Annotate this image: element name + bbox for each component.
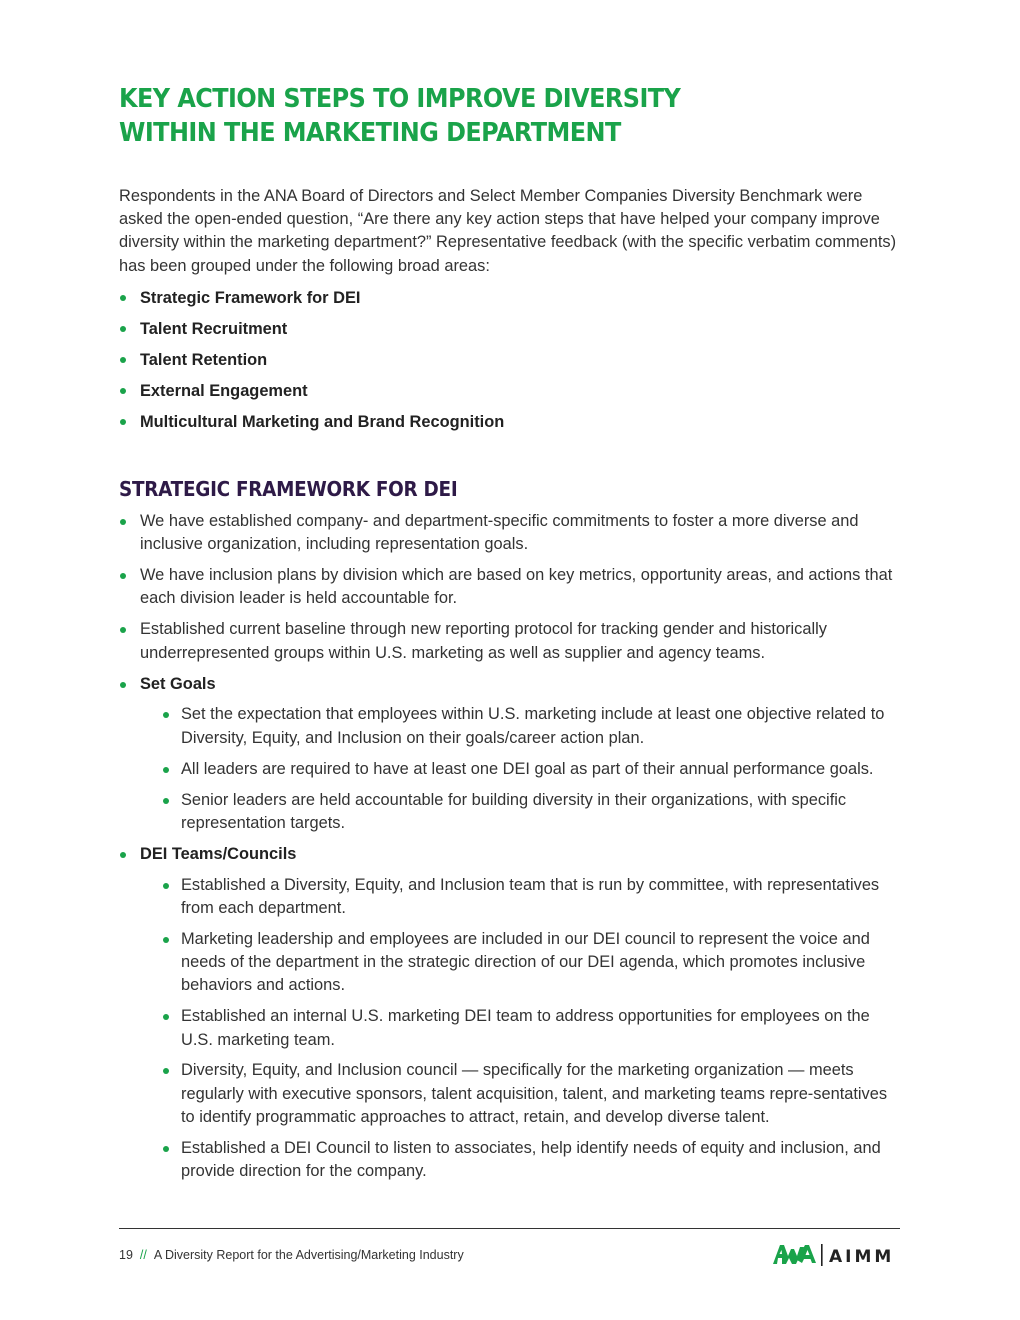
footer: [119, 1247, 464, 1263]
main-title-line-1: KEY ACTION STEPS TO IMPROVE DIVERSITY: [119, 84, 681, 114]
main-title-line-2: WITHIN THE MARKETING DEPARTMENT: [119, 118, 621, 148]
bullet-icon: [120, 295, 126, 301]
footer-divider: [119, 1228, 900, 1229]
footer-separator: //: [139, 1248, 147, 1262]
area-label: Talent Retention: [140, 351, 268, 369]
sub-list-item-text: Established a Diversity, Equity, and Inclusion team that is run by committee, with representatives from each department.: [181, 875, 880, 917]
bullet-icon: [163, 937, 169, 943]
area-label: Strategic Framework for DEI: [140, 289, 361, 307]
bullet-icon: [120, 627, 126, 633]
area-item: [119, 348, 504, 379]
bullet-icon: [163, 798, 169, 804]
main-title: [119, 82, 680, 150]
sub-list-item-text: Established an internal U.S. marketing DEI team to address opportunities for employees on the U.S. marketing team.: [181, 1007, 870, 1049]
bullet-icon: [120, 573, 126, 579]
ana-logo-icon: [773, 1245, 816, 1264]
bullet-icon: [120, 388, 126, 394]
aimm-logo-text: AIMM: [829, 1247, 895, 1267]
bullet-icon: [120, 326, 126, 332]
bullet-icon: [120, 852, 126, 858]
bullet-icon: [163, 883, 169, 889]
logo-divider: [821, 1244, 823, 1266]
set-goals-group: [119, 673, 900, 836]
sub-list-item: [140, 1059, 900, 1129]
sub-list-item-text: Diversity, Equity, and Inclusion council — specifically for the marketing organization — meets regularly with executive sponsors, talent acquisition, talent, and marketing teams repre-sentatives to identify programmatic approaches to attract, retain, and develop diverse talent.: [181, 1061, 888, 1127]
sub-list-item: [140, 703, 900, 750]
dei-teams-group: [119, 843, 900, 1184]
bullet-icon: [163, 712, 169, 718]
list-item: [119, 618, 900, 665]
bullet-icon: [120, 682, 126, 688]
sub-list-item: [140, 928, 900, 998]
area-label: Talent Recruitment: [140, 320, 288, 338]
list-item: [119, 564, 900, 611]
set-goals-list: [119, 703, 900, 835]
area-label: Multicultural Marketing and Brand Recognition: [140, 413, 505, 431]
sub-list-item: [140, 789, 900, 836]
sub-list-item: [140, 758, 900, 781]
sub-list-item: [140, 1137, 900, 1184]
sub-list-item-text: Established a DEI Council to listen to associates, help identify needs of equity and inclusion, and provide direction for the company.: [181, 1138, 881, 1181]
bullet-icon: [163, 767, 169, 773]
page-number: 19: [119, 1248, 133, 1262]
area-item: [119, 286, 504, 317]
bullet-icon: [120, 357, 126, 363]
sub-list-item-text: Marketing leadership and employees are included in our DEI council to represent the voice and needs of the department in the strategic direction of our DEI agenda, which promotes inclusive behaviors and actions.: [181, 929, 870, 995]
sub-list-item: [140, 1005, 900, 1052]
sub-list-item-text: Senior leaders are held accountable for building diversity in their organizations, with specific representation targets.: [181, 790, 847, 832]
sub-list-item: [140, 874, 900, 921]
footer-text: A Diversity Report for the Advertising/Marketing Industry: [153, 1248, 464, 1262]
bullet-icon: [120, 419, 126, 425]
areas-list: [119, 286, 504, 441]
sub-list-item-text: Set the expectation that employees within U.S. marketing include at least one objective related to Diversity, Equity, and Inclusion on their goals/career action plan.: [181, 705, 885, 747]
list-item-text: We have established company- and department-specific commitments to foster a more diverse and inclusive organization, including representation goals.: [140, 512, 859, 554]
list-item: [119, 510, 900, 557]
set-goals-label: Set Goals: [140, 674, 216, 693]
bullet-icon: [120, 519, 126, 525]
ana-aimm-logo: [772, 1239, 902, 1269]
dei-teams-list: [119, 874, 900, 1184]
intro-paragraph: Respondents in the ANA Board of Directors and Select Member Companies Diversity Benchmark were asked the open-ended question, “Are there any key action steps that have helped your company improve diversity within the marketing department?” Representative feedback (with the specific verbatim comments) has been grouped under the following broad areas:: [119, 187, 897, 275]
bullet-icon: [163, 1146, 169, 1152]
list-item-text: Established current baseline through new reporting protocol for tracking gender and historically underrepresented groups within U.S. marketing as well as supplier and agency teams.: [140, 620, 827, 662]
bullet-icon: [163, 1014, 169, 1020]
section-title: STRATEGIC FRAMEWORK FOR DEI: [119, 477, 458, 501]
list-item-text: We have inclusion plans by division which are based on key metrics, opportunity areas, and actions that each division leader is held accountable for.: [140, 566, 893, 608]
area-item: [119, 410, 504, 441]
area-item: [119, 379, 504, 410]
area-item: [119, 317, 504, 348]
sub-list-item-text: All leaders are required to have at least one DEI goal as part of their annual performance goals.: [181, 759, 874, 778]
area-label: External Engagement: [140, 382, 308, 400]
bullet-icon: [163, 1068, 169, 1074]
section-list: [119, 510, 900, 1191]
dei-teams-label: DEI Teams/Councils: [140, 844, 297, 863]
